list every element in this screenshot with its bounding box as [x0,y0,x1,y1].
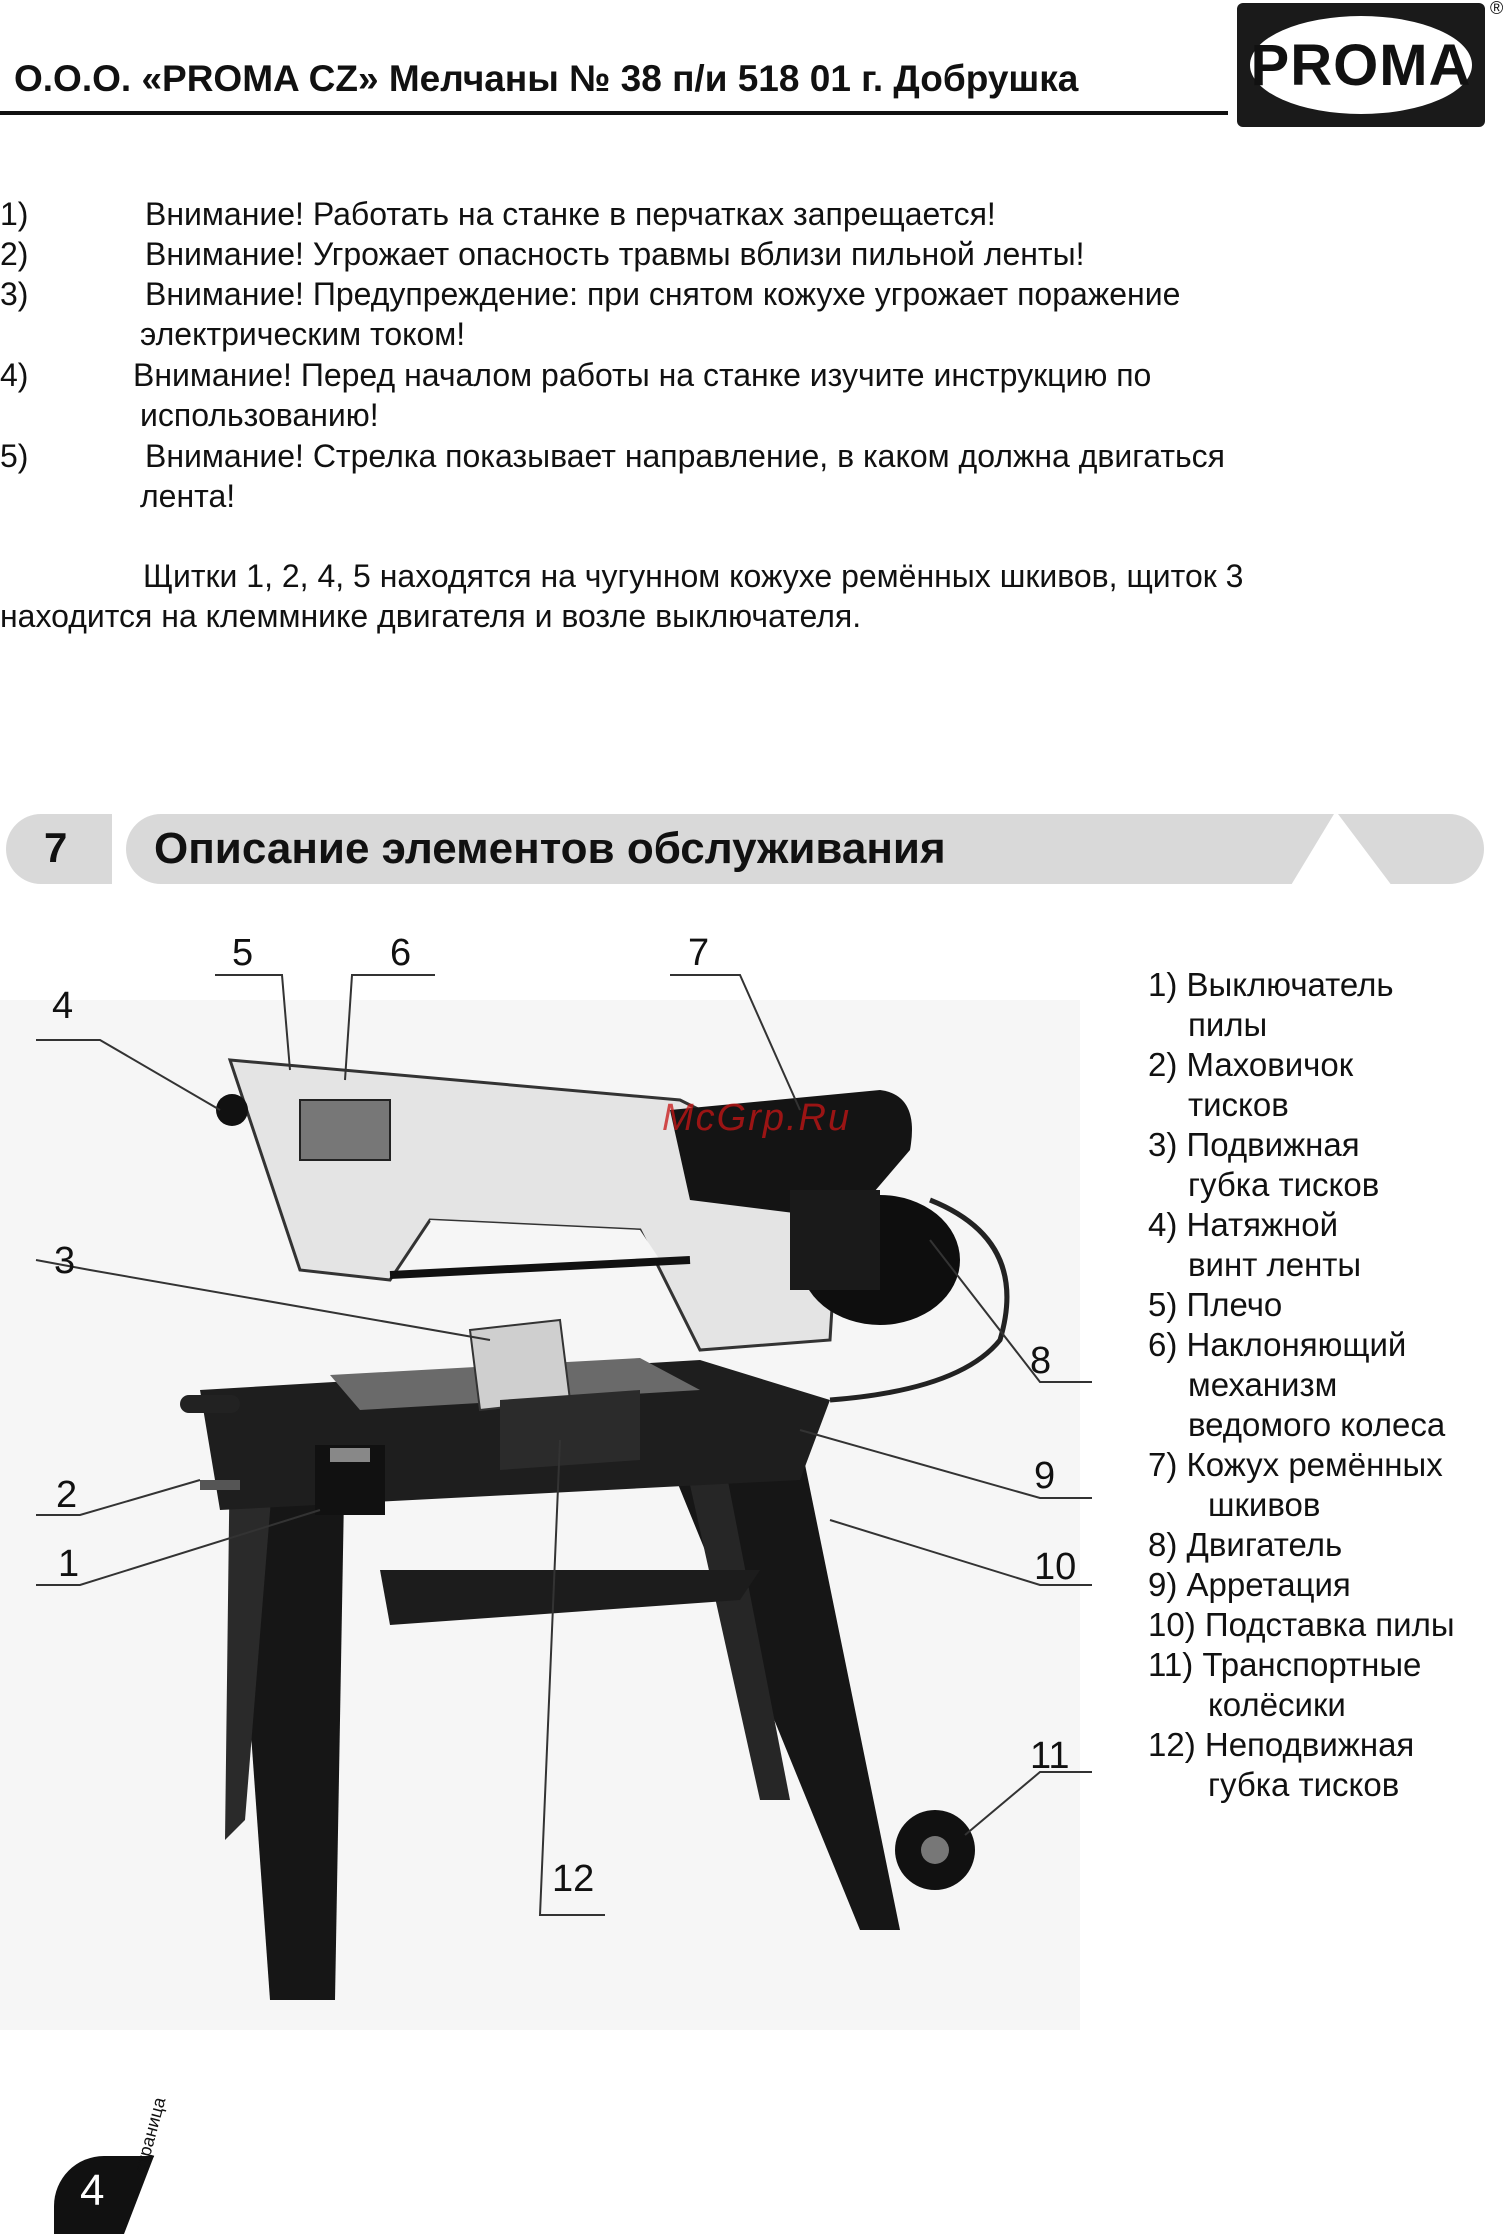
callout-7: 7 [688,932,710,974]
legend-item-cont: губка тисков [1188,1166,1380,1203]
legend-item: 7) Кожух ремённых [1148,1446,1443,1483]
callout-2: 2 [56,1474,78,1516]
warning-num: 2) [0,236,29,272]
vise-handwheel [180,1395,240,1413]
section-banner-tail [1338,814,1484,884]
legend-item-cont: тисков [1188,1086,1289,1123]
motor-body [790,1190,880,1290]
legend-item: 9) Арретация [1148,1566,1351,1603]
legend-item: 6) Наклоняющий [1148,1326,1407,1363]
warning-num: 5) [0,438,29,474]
warning-text: Внимание! Стрелка показывает направление, в каком должна двигаться [145,438,1225,474]
legend-item: 10) Подставка пилы [1148,1606,1455,1643]
switch-button [330,1448,370,1462]
warning-text-cont: лента! [140,478,236,514]
header-rule [0,111,1228,115]
fixed-vise-jaw [500,1390,640,1470]
watermark: McGrp.Ru [662,1097,852,1139]
warning-num: 3) [0,276,29,312]
header-title: О.О.О. «PROMA CZ» Мелчаны № 38 п/и 518 01 г. Добрушка [14,58,1079,99]
legend-item-cont: ведомого колеса [1188,1406,1446,1443]
callout-11: 11 [1030,1735,1070,1777]
callout-9: 9 [1034,1455,1056,1497]
legend-item-cont: пилы [1188,1006,1268,1043]
legend-item: 8) Двигатель [1148,1526,1343,1563]
warning-text: Внимание! Работать на станке в перчатках запрещается! [145,196,996,232]
tension-knob [216,1094,248,1126]
legend-item-cont: механизм [1188,1366,1338,1403]
callout-3: 3 [54,1240,76,1282]
page-number: 4 [80,2166,105,2215]
section-title: Описание элементов обслуживания [154,824,946,873]
callout-12: 12 [552,1858,595,1900]
callout-10: 10 [1034,1546,1077,1588]
vise-screw [200,1480,240,1490]
legend-item-cont: винт ленты [1188,1246,1362,1283]
callout-5: 5 [232,932,254,974]
proma-logo [1237,3,1485,127]
section-number: 7 [44,824,68,871]
legend-item: 1) Выключатель [1148,966,1394,1003]
registered-mark: ® [1490,0,1504,18]
wheel-hub [921,1836,949,1864]
tilt-mechanism-plate [300,1100,390,1160]
legend-item-cont: губка тисков [1208,1766,1400,1803]
legend-item: 11) Транспортные [1148,1646,1422,1683]
warning-text-cont: электрическим током! [140,316,466,352]
bandsaw-illustration [0,920,1100,2050]
callout-1: 1 [58,1543,80,1585]
legend-item-cont: колёсики [1208,1686,1346,1723]
callout-6: 6 [390,932,412,974]
legend-item: 3) Подвижная [1148,1126,1360,1163]
callout-8: 8 [1030,1340,1052,1382]
legend-item: 12) Неподвижная [1148,1726,1415,1763]
legend-item: 4) Натяжной [1148,1206,1339,1243]
warning-text-cont: использованию! [140,397,379,433]
warning-text: Внимание! Угрожает опасность травмы вблизи пильной ленты! [145,236,1085,272]
legend-item-cont: шкивов [1208,1486,1321,1523]
warning-num: 4) [0,357,29,393]
paragraph-line: Щитки 1, 2, 4, 5 находятся на чугунном кожухе ремённых шкивов, щиток 3 [143,558,1244,594]
legend-item: 2) Маховичок [1148,1046,1354,1083]
callout-4: 4 [52,985,74,1027]
paragraph-line: находится на клеммнике двигателя и возле выключателя. [0,598,862,634]
warning-num: 1) [0,196,29,232]
warning-text: Внимание! Перед началом работы на станке изучите инструкцию по [133,357,1152,393]
legend-item: 5) Плечо [1148,1286,1283,1323]
page-word: страница [130,2095,170,2176]
logo-text: PROMA [1250,16,1472,114]
warning-text: Внимание! Предупреждение: при снятом кожухе угрожает поражение [145,276,1181,312]
